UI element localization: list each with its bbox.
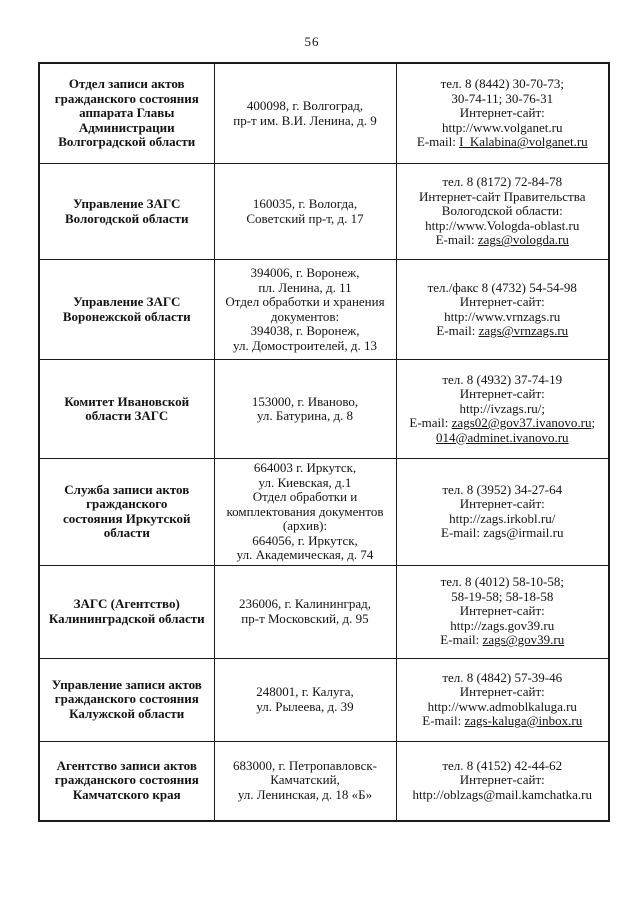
contact-line xyxy=(400,512,606,527)
contact-text: E-mail: xyxy=(436,323,479,338)
email-underlined-text: zags@vrnzags.ru xyxy=(478,323,569,338)
contact-text: Интернет-сайт: xyxy=(459,772,545,788)
contact-text: 30-74-11; 30-76-31 xyxy=(451,90,554,106)
org-address-cell: 400098, г. Волгоград, пр-т им. В.И. Ленина, д. 9 xyxy=(214,63,396,164)
contact-text: тел. 8 (8172) 72-84-78 xyxy=(442,174,563,190)
contact-text: Интернет-сайт: xyxy=(459,105,545,121)
contact-text: тел. 8 (4152) 42-44-62 xyxy=(442,757,563,773)
org-name-cell: ЗАГС (Агентство) Калининградской области xyxy=(39,565,214,658)
contact-text: тел. 8 (3952) 34-27-64 xyxy=(442,481,563,497)
table-row xyxy=(39,565,609,658)
contact-text: http://zags.gov39.ru xyxy=(450,617,555,633)
contact-line xyxy=(400,671,606,686)
contact-line xyxy=(400,700,606,715)
contact-line xyxy=(400,175,606,190)
contact-text: http://oblzags@mail.kamchatka.ru xyxy=(412,786,592,802)
org-address-cell: 394006, г. Воронеж, пл. Ленина, д. 11 Отдел обработки и хранения документов: 394038, г. Воронеж, ул. Домостроителей, д. 13 xyxy=(214,260,396,360)
email-underlined-text: zags02@gov37.ivanovo.ru xyxy=(451,415,592,431)
email-underlined-text: zags@vologda.ru xyxy=(477,232,569,248)
org-contact-cell xyxy=(396,164,609,260)
table-row xyxy=(39,260,609,360)
contact-line xyxy=(400,483,606,498)
contact-line xyxy=(400,788,606,803)
contact-text: E-mail: xyxy=(435,232,478,248)
contact-line xyxy=(400,135,606,150)
contact-text: тел./факс 8 (4732) 54-54-98 xyxy=(427,279,577,295)
contact-text: E-mail: xyxy=(409,415,452,431)
org-contact-cell xyxy=(396,741,609,821)
org-contact-cell xyxy=(396,459,609,566)
contact-line xyxy=(400,77,606,92)
contact-text: http://zags.irkobl.ru/ xyxy=(449,510,556,526)
org-contact-cell xyxy=(396,260,609,360)
contact-line xyxy=(400,773,606,788)
contact-line xyxy=(400,373,606,388)
contact-line xyxy=(400,590,606,605)
contact-text: Интернет-сайт: xyxy=(459,386,545,402)
org-name-cell: Управление записи актов гражданского состояния Калужской области xyxy=(39,658,214,741)
contact-text: http://www.vrnzags.ru xyxy=(444,308,561,324)
email-underlined-text: 014@adminet.ivanovo.ru xyxy=(435,429,569,445)
email-underlined-text: I_Kalabina@volganet.ru xyxy=(459,134,588,150)
contact-line xyxy=(400,431,606,446)
contact-line xyxy=(400,190,606,205)
contact-text: тел. 8 (4932) 37-74-19 xyxy=(442,371,563,387)
contact-text: E-mail: zags@irmail.ru xyxy=(441,525,564,541)
contact-line xyxy=(400,92,606,107)
email-underlined-text: zags@gov39.ru xyxy=(482,632,565,648)
contact-line xyxy=(400,402,606,417)
contact-text: Интернет-сайт: xyxy=(459,496,545,512)
table-row xyxy=(39,164,609,260)
org-contact-cell xyxy=(396,360,609,459)
contact-line xyxy=(400,219,606,234)
org-address-cell: 248001, г. Калуга, ул. Рылеева, д. 39 xyxy=(214,658,396,741)
contact-text: тел. 8 (4842) 57-39-46 xyxy=(442,669,563,685)
table-row xyxy=(39,360,609,459)
contact-line xyxy=(400,295,606,310)
contact-line xyxy=(400,526,606,541)
contact-line xyxy=(400,106,606,121)
contact-line xyxy=(400,233,606,248)
contact-text: http://ivzags.ru/; xyxy=(459,400,546,416)
contact-text: Интернет-сайт Правительства xyxy=(419,188,586,204)
org-name-cell: Агентство записи актов гражданского состояния Камчатского края xyxy=(39,741,214,821)
contact-line xyxy=(400,204,606,219)
contact-text: Интернет-сайт: xyxy=(459,603,545,619)
org-address-cell: 236006, г. Калининград, пр-т Московский, д. 95 xyxy=(214,565,396,658)
org-address-cell: 160035, г. Вологда, Советский пр-т, д. 17 xyxy=(214,164,396,260)
contact-text: http://www.Vologda-oblast.ru xyxy=(425,217,580,233)
contact-line xyxy=(400,387,606,402)
contact-text: ; xyxy=(591,415,596,431)
contact-text: Интернет-сайт: xyxy=(459,684,545,699)
table-row xyxy=(39,741,609,821)
contact-line xyxy=(400,324,606,339)
contact-text: Вологодской области: xyxy=(441,203,563,219)
org-name-cell: Отдел записи актов гражданского состояния аппарата Главы Администрации Волгоградской области xyxy=(39,63,214,164)
contact-line xyxy=(400,416,606,431)
table-row xyxy=(39,658,609,741)
org-address-cell: 153000, г. Иваново, ул. Батурина, д. 8 xyxy=(214,360,396,459)
contact-text: Интернет-сайт: xyxy=(459,294,545,309)
contact-line xyxy=(400,685,606,700)
contact-line xyxy=(400,759,606,774)
registry-table-body xyxy=(39,63,609,821)
contact-line xyxy=(400,604,606,619)
contact-line xyxy=(400,575,606,590)
org-contact-cell xyxy=(396,565,609,658)
table-row xyxy=(39,459,609,566)
org-name-cell: Управление ЗАГС Воронежской области xyxy=(39,260,214,360)
contact-text: E-mail: xyxy=(416,134,460,150)
contact-line xyxy=(400,633,606,648)
contact-line xyxy=(400,310,606,325)
contact-text: тел. 8 (4012) 58-10-58; xyxy=(440,574,564,590)
org-name-cell: Комитет Ивановской области ЗАГС xyxy=(39,360,214,459)
page-number: 56 xyxy=(304,34,320,49)
registry-table xyxy=(38,62,610,822)
contact-line xyxy=(400,121,606,136)
org-contact-cell xyxy=(396,658,609,741)
contact-line xyxy=(400,497,606,512)
contact-text: тел. 8 (8442) 30-70-73; xyxy=(440,76,564,92)
contact-text: E-mail: xyxy=(440,632,483,648)
org-address-cell: 664003 г. Иркутск, ул. Киевская, д.1 Отдел обработки и комплектования документов (архив): 664056, г. Иркутск, ул. Академическая, д. 74 xyxy=(214,459,396,566)
org-address-cell: 683000, г. Петропавловск- Камчатский, ул. Ленинская, д. 18 «Б» xyxy=(214,741,396,821)
email-underlined-text: zags-kaluga@inbox.ru xyxy=(464,713,583,728)
table-row xyxy=(39,63,609,164)
org-name-cell: Служба записи актов гражданского состояния Иркутской области xyxy=(39,459,214,566)
org-name-cell: Управление ЗАГС Вологодской области xyxy=(39,164,214,260)
contact-line xyxy=(400,714,606,729)
org-contact-cell xyxy=(396,63,609,164)
contact-line xyxy=(400,281,606,296)
contact-text: http://www.admoblkaluga.ru xyxy=(427,698,577,714)
contact-line xyxy=(400,619,606,634)
contact-text: 58-19-58; 58-18-58 xyxy=(451,588,554,604)
contact-text: E-mail: xyxy=(422,713,465,728)
contact-text: http://www.volganet.ru xyxy=(442,119,563,135)
